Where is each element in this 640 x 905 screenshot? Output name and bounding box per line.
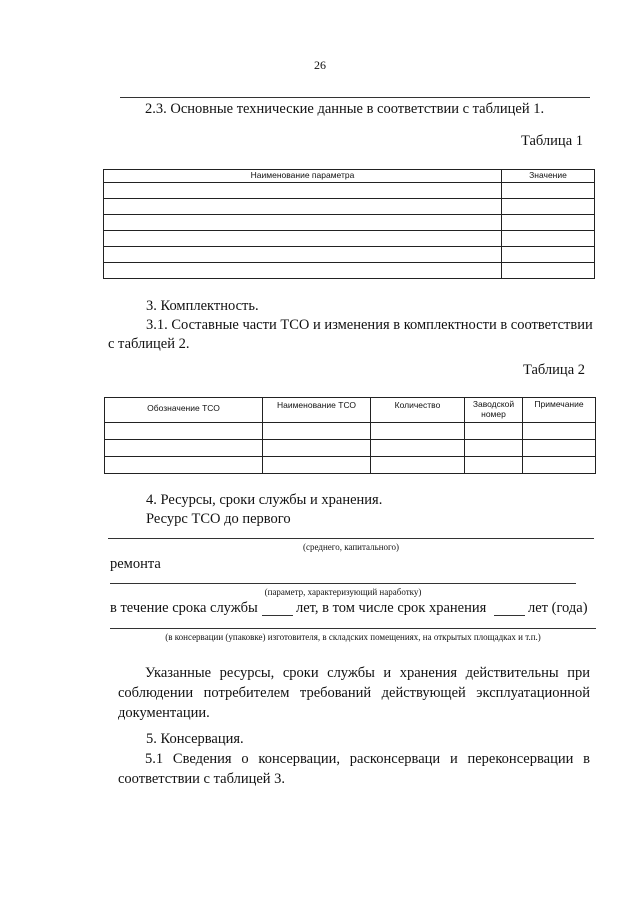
table2-header-name: Наименование ТСО — [263, 398, 371, 423]
table1-header-value: Значение — [502, 170, 595, 183]
storage-years-blank[interactable] — [494, 615, 525, 616]
table-cell[interactable] — [105, 457, 263, 474]
table-cell[interactable] — [502, 263, 595, 279]
table-row — [104, 199, 595, 215]
table-row — [104, 183, 595, 199]
table1-header-parameter: Наименование параметра — [104, 170, 502, 183]
table-cell[interactable] — [523, 440, 596, 457]
table-cell[interactable] — [371, 423, 465, 440]
hint-parameter: (параметр, характеризующий наработку) — [264, 587, 422, 597]
table2-header-quantity: Количество — [371, 398, 465, 423]
table-cell[interactable] — [104, 263, 502, 279]
table-cell[interactable] — [465, 423, 523, 440]
table-cell[interactable] — [523, 423, 596, 440]
table-cell[interactable] — [104, 231, 502, 247]
table-row — [104, 247, 595, 263]
service-years-blank[interactable] — [262, 615, 293, 616]
table-row — [105, 457, 596, 474]
section-3-heading: 3. Комплектность. — [146, 298, 259, 314]
table-cell[interactable] — [263, 440, 371, 457]
table-row — [105, 440, 596, 457]
table-cell[interactable] — [263, 457, 371, 474]
table-1 — [103, 169, 595, 279]
section-5-1-line1: 5.1 Сведения о консервации, расконсерваци и переконсервации в — [145, 751, 590, 767]
section-5-1-line2: соответствии с таблицей 3. — [118, 771, 286, 787]
table-cell[interactable] — [105, 440, 263, 457]
table-row — [104, 231, 595, 247]
repair-word: ремонта — [110, 556, 161, 572]
table-row — [104, 215, 595, 231]
table2-header-row — [105, 398, 596, 423]
table-row — [105, 423, 596, 440]
validity-paragraph — [118, 663, 590, 723]
section-4-heading: 4. Ресурсы, сроки службы и хранения. — [146, 492, 383, 508]
service-life-text-b: лет, в том числе срок хранения — [296, 600, 487, 616]
section-3-1-line1: 3.1. Составные части ТСО и изменения в комплектности в соответствии — [146, 317, 593, 333]
hint-average: (среднего, капитального) — [303, 542, 399, 552]
top-rule — [120, 97, 590, 98]
conservation-fill-line[interactable] — [110, 628, 596, 629]
validity-line-1: Указанные ресурсы, сроки службы и хранения действительны при — [145, 665, 590, 681]
table-cell[interactable] — [263, 423, 371, 440]
parameter-fill-line[interactable] — [110, 583, 576, 584]
table2-header-designation: Обозначение ТСО — [105, 398, 263, 423]
section-2-3-text: 2.3. Основные технические данные в соответствии с таблицей 1. — [145, 101, 545, 117]
validity-line-2: соблюдении потребителем требований действующей эксплуатационной — [118, 685, 590, 701]
table-cell[interactable] — [502, 231, 595, 247]
table-cell[interactable] — [502, 199, 595, 215]
table-cell[interactable] — [502, 183, 595, 199]
hint-conservation: (в консервации (упаковке) изготовителя, в складских помещениях, на открытых площадках и т.п.) — [165, 632, 541, 642]
table-cell[interactable] — [465, 457, 523, 474]
resource-fill-line[interactable] — [108, 538, 594, 539]
table-cell[interactable] — [104, 215, 502, 231]
table-cell[interactable] — [465, 440, 523, 457]
table2-header-note: Примечание — [523, 398, 596, 423]
validity-line-3: документации. — [118, 705, 210, 721]
table-cell[interactable] — [523, 457, 596, 474]
table-cell[interactable] — [104, 247, 502, 263]
table-cell[interactable] — [502, 215, 595, 231]
table-cell[interactable] — [371, 457, 465, 474]
table-cell[interactable] — [371, 440, 465, 457]
service-life-text-a: в течение срока службы — [110, 600, 258, 616]
service-life-text-c: лет (года) — [528, 600, 588, 616]
table2-caption: Таблица 2 — [522, 362, 585, 378]
table-row — [104, 263, 595, 279]
section-5-heading: 5. Консервация. — [146, 731, 244, 747]
table-2 — [104, 397, 596, 474]
table-cell[interactable] — [105, 423, 263, 440]
section-5-1-paragraph — [118, 749, 590, 789]
table-cell[interactable] — [104, 183, 502, 199]
resource-line: Ресурс ТСО до первого — [146, 511, 291, 527]
table-cell[interactable] — [104, 199, 502, 215]
table2-header-serial: Заводской номер — [465, 398, 523, 423]
table-cell[interactable] — [502, 247, 595, 263]
page-number: 26 — [314, 58, 326, 72]
table1-caption: Таблица 1 — [520, 133, 583, 149]
table1-header-row — [104, 170, 595, 183]
section-3-1-line2: с таблицей 2. — [108, 336, 190, 352]
